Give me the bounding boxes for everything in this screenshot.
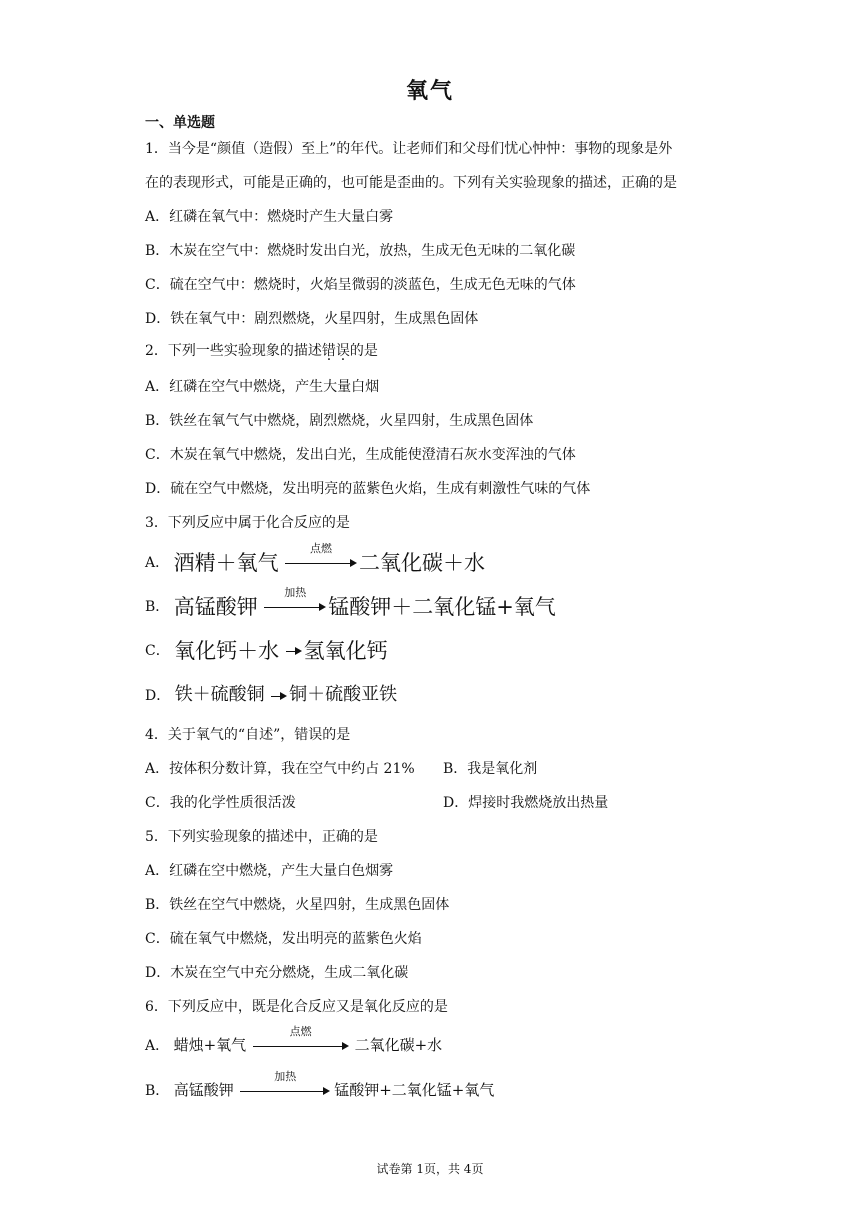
q6-option-a: A． 蜡烛+氧气 点燃 二氧化碳+水 — [145, 1034, 442, 1057]
q1-option-b: B．木炭在空气中：燃烧时发出白光，放热，生成无色无味的二氧化碳 — [145, 243, 576, 259]
q5-option-b: B．铁丝在空气中燃烧，火星四射，生成黑色固体 — [145, 897, 450, 913]
q5-option-c: C．硫在氧气中燃烧，发出明亮的蓝紫色火焰 — [145, 931, 422, 947]
q4-stem: 4．关于氧气的“自述”，错误的是 — [145, 727, 351, 743]
q4-option-d: D．焊接时我燃烧放出热量 — [443, 795, 609, 811]
reaction-arrow — [271, 684, 287, 708]
q3-option-a: A． 酒精＋氧气 点燃 二氧化碳＋水 — [145, 542, 486, 575]
q5-option-d: D．木炭在空气中充分燃烧，生成二氧化碳 — [145, 965, 409, 981]
page-title: 氧气 — [405, 78, 454, 104]
q1-stem-line1: 1．当今是“颜值（造假）至上”的年代。让老师们和父母们忧心忡忡：事物的现象是外 — [145, 141, 673, 157]
reaction-arrow — [286, 637, 302, 665]
q3-stem: 3．下列反应中属于化合反应的是 — [145, 515, 350, 531]
q2-option-b: B．铁丝在氧气气中燃烧，剧烈燃烧，火星四射，生成黑色固体 — [145, 413, 534, 429]
q1-option-c: C．硫在空气中：燃烧时，火焰呈微弱的淡蓝色，生成无色无味的气体 — [145, 277, 576, 293]
q3-option-b: B． 高锰酸钾 加热 锰酸钾＋二氧化锰+氧气 — [145, 586, 556, 619]
page-footer: 试卷第 1页，共 4页 — [376, 1162, 484, 1176]
q1-option-a: A．红磷在氧气中：燃烧时产生大量白雾 — [145, 209, 394, 225]
q3-option-c: C． 氧化钙＋水 氢氧化钙 — [145, 639, 388, 663]
q4-option-c: C．我的化学性质很活泼 — [145, 795, 296, 811]
reaction-arrow: 点燃 — [253, 1035, 349, 1057]
reaction-arrow: 点燃 — [285, 549, 357, 577]
q2-option-c: C．木炭在氧气中燃烧，发出白光，生成能使澄清石灰水变浑浊的气体 — [145, 447, 576, 463]
q6-stem: 6．下列反应中，既是化合反应又是氧化反应的是 — [145, 999, 448, 1015]
q3-option-d: D． 铁＋硫酸铜 铜＋硫酸亚铁 — [145, 683, 397, 708]
q4-option-b: B．我是氧化剂 — [443, 761, 538, 777]
reaction-arrow: 加热 — [264, 593, 326, 621]
reaction-arrow: 加热 — [240, 1080, 330, 1102]
q2-option-d: D．硫在空气中燃烧，发出明亮的蓝紫色火焰，生成有刺激性气味的气体 — [145, 481, 591, 497]
q4-option-a: A．按体积分数计算，我在空气中约占 21% — [145, 761, 415, 777]
q5-stem: 5．下列实验现象的描述中，正确的是 — [145, 829, 378, 845]
q1-stem-line2: 在的表现形式，可能是正确的，也可能是歪曲的。下列有关实验现象的描述，正确的是 — [145, 175, 677, 191]
q2-stem: 2．下列一些实验现象的描述错误的是 — [145, 343, 378, 359]
q1-option-d: D．铁在氧气中：剧烈燃烧，火星四射，生成黑色固体 — [145, 311, 479, 327]
q2-option-a: A．红磷在空气中燃烧，产生大量白烟 — [145, 379, 380, 395]
q6-option-b: B． 高锰酸钾 加热 锰酸钾+二氧化锰+氧气 — [145, 1079, 494, 1102]
q5-option-a: A．红磷在空中燃烧，产生大量白色烟雾 — [145, 863, 394, 879]
section-heading: 一、单选题 — [145, 115, 215, 131]
